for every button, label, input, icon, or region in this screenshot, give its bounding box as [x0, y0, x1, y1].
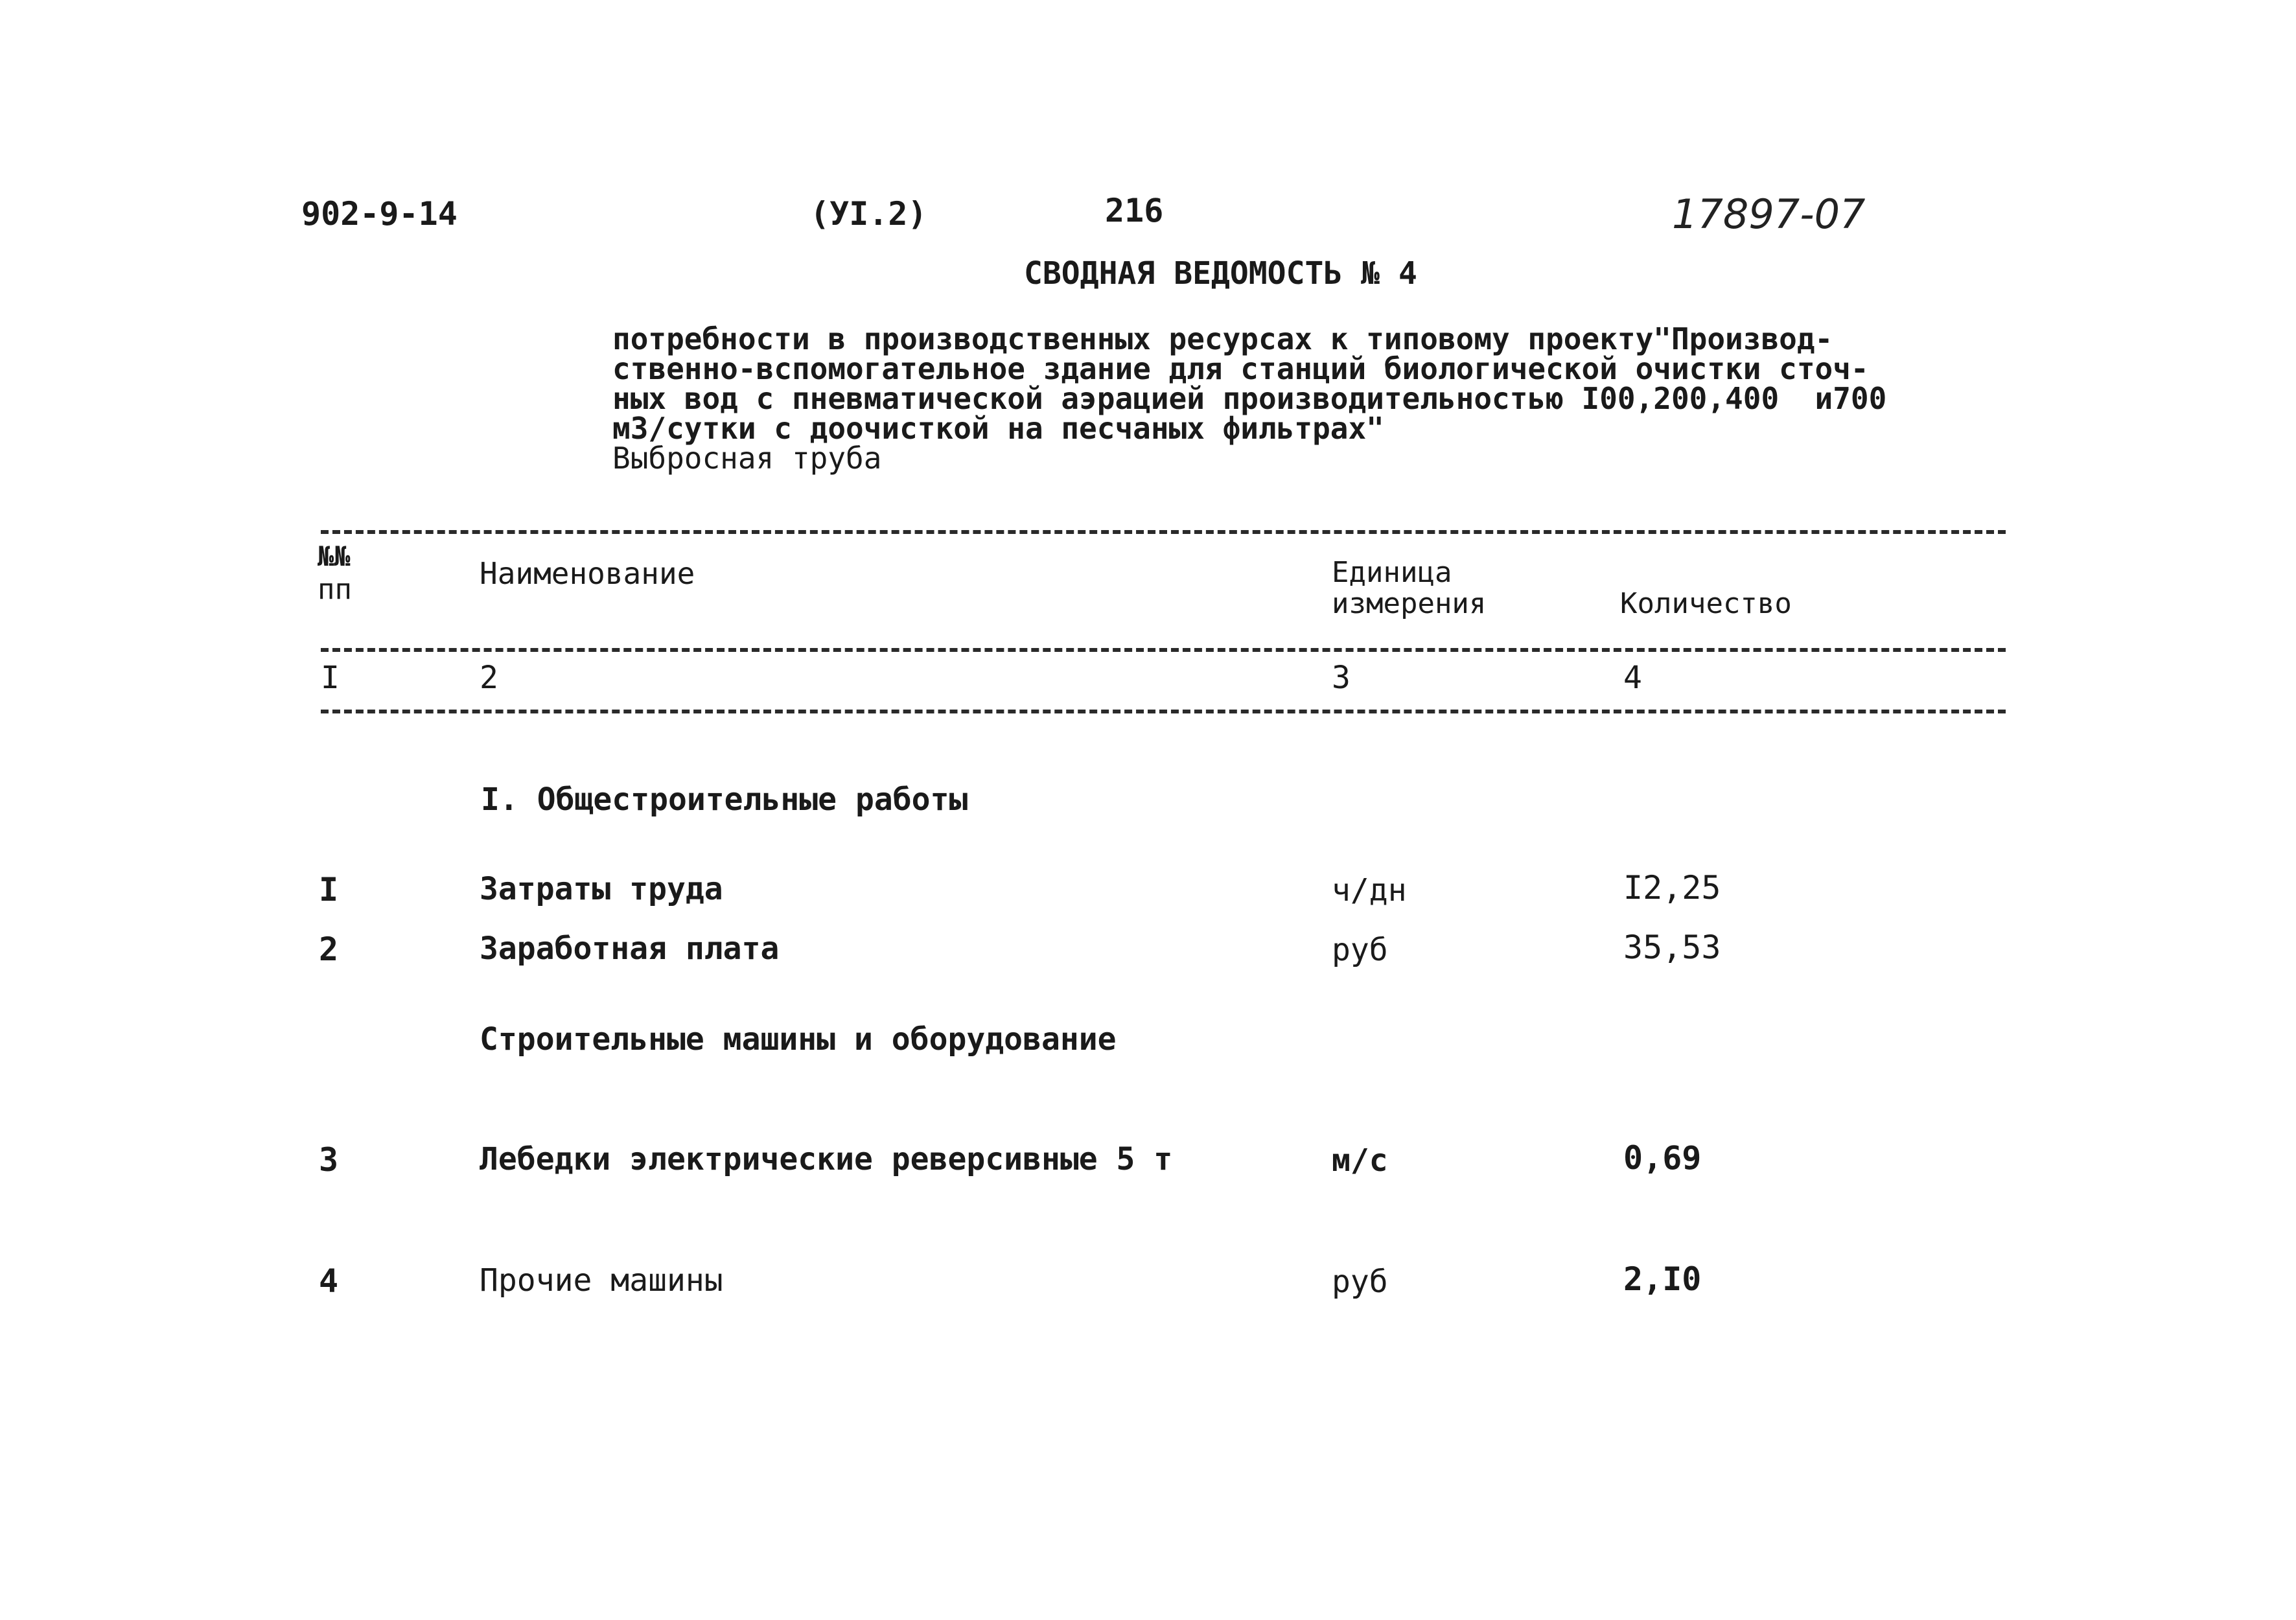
section-title: Строительные машины и оборудование: [480, 1021, 1117, 1058]
row-number: 2: [319, 931, 339, 968]
header-unit-line1: Единица: [1332, 556, 1452, 589]
row-qty: I2,25: [1623, 869, 1721, 907]
description-line: ных вод с пневматической аэрацией производительностью I00,200,400 и700: [612, 381, 1887, 416]
row-unit: м/с: [1332, 1142, 1388, 1179]
row-name: Затраты труда: [480, 871, 723, 907]
document-title: СВОДНАЯ ВЕДОМОСТЬ № 4: [1024, 255, 1417, 292]
row-number: 3: [319, 1141, 339, 1179]
row-unit: руб: [1332, 1264, 1388, 1300]
subject-line: Выбросная труба: [612, 441, 882, 476]
table-header-rule: [321, 648, 2006, 652]
table-top-rule: [321, 530, 2006, 534]
header-qty: Количество: [1620, 587, 1792, 620]
inventory-number: 17897-07: [1672, 191, 1866, 238]
row-number: 4: [319, 1262, 339, 1300]
header-name: Наименование: [480, 556, 695, 591]
row-qty: 0,69: [1623, 1139, 1702, 1177]
document-code: 902-9-14: [301, 195, 458, 233]
column-number: 2: [480, 660, 498, 696]
row-unit: ч/дн: [1332, 872, 1407, 908]
row-unit: руб: [1332, 932, 1388, 968]
description-block: [612, 321, 1934, 476]
row-name: Прочие машины: [480, 1262, 723, 1299]
table-numbers-rule: [321, 710, 2006, 713]
row-qty: 2,I0: [1623, 1260, 1702, 1298]
row-name: Заработная плата: [480, 931, 780, 967]
section-title: I. Общестроительные работы: [481, 781, 968, 818]
row-number: I: [319, 871, 339, 908]
description-line: потребности в производственных ресурсах к типовому проекту"Производ-: [612, 321, 1833, 356]
row-qty: 35,53: [1623, 929, 1721, 966]
header-num-line2: пп: [318, 573, 352, 606]
column-number: 4: [1623, 660, 1642, 696]
column-number: 3: [1332, 660, 1351, 696]
album-number: (УI.2): [810, 195, 927, 233]
header-num-line1: №№: [318, 540, 351, 572]
header-unit-line2: измерения: [1332, 587, 1487, 620]
row-name: Лебедки электрические реверсивные 5 т: [480, 1141, 1173, 1177]
page-number: 216: [1105, 192, 1164, 229]
description-line: ственно-вспомогательное здание для станций биологической очистки сточ-: [612, 351, 1869, 386]
description-line: м3/сутки с доочисткой на песчаных фильтрах": [612, 411, 1384, 446]
column-number: I: [321, 660, 340, 696]
